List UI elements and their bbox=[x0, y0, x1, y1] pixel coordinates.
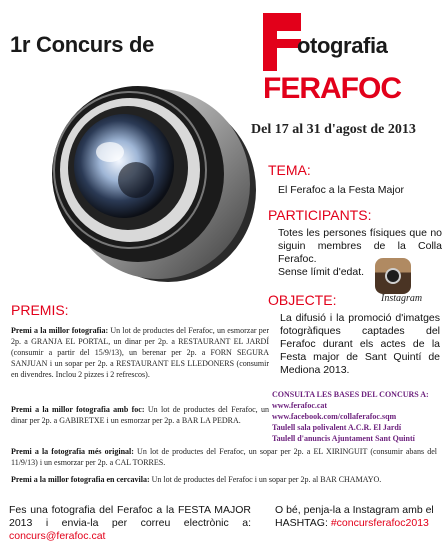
instagram-wordmark: Instagram bbox=[381, 293, 423, 304]
prize-title: Premi a la millor fotografia en cercavila: bbox=[11, 475, 150, 484]
title-prefix: 1r Concurs de bbox=[10, 32, 155, 57]
instagram-instructions bbox=[275, 504, 445, 530]
camera-lens-image bbox=[18, 72, 258, 297]
instagram-instructions-text: O bé, penja-la a Instagram amb el HASHTAG: bbox=[275, 504, 434, 529]
tema-heading: TEMA: bbox=[268, 162, 311, 178]
prize-text: Un lot de productes del Ferafoc, un dinar per 2p. a GABIRETXE i un esmorzar per 2p. a BAR LA PEDRA. bbox=[11, 405, 269, 425]
hashtag: #concursferafoc2013 bbox=[330, 517, 429, 529]
brand-ferafoc: FERAFOC bbox=[263, 72, 401, 105]
event-dates: Del 17 al 31 d'agost de 2013 bbox=[251, 122, 416, 137]
participants-text bbox=[278, 227, 442, 279]
objecte-heading: OBJECTE: bbox=[268, 292, 337, 308]
prize-title: Premi a la millor fotografia amb foc: bbox=[11, 405, 145, 414]
participants-heading: PARTICIPANTS: bbox=[268, 207, 372, 223]
tema-text: El Ferafoc a la Festa Major bbox=[278, 184, 405, 196]
premis-heading: PREMIS: bbox=[11, 302, 69, 318]
prize-item bbox=[11, 325, 269, 380]
prize-title: Premi a la millor fotografia: bbox=[11, 326, 109, 335]
participants-text-age: Sense límit d'edat. bbox=[278, 266, 365, 278]
prize-title: Premi a la fotografia més original: bbox=[11, 447, 134, 456]
prize-text: Un lot de productes del Ferafoc, un esmorzar per 2p. a GRANJA EL PORTAL, un dinar per 2p. a RESTAURANT EL JARDÍ (consumir a partir del 15/9/13), un berenar per 2p. a FORN SEGURA SANJUAN i un sopar per 2p. a RESTAURANT ELS LLEDONERS (consumir en divendres. Inclou 2 pizzes i 2 refrescos). bbox=[11, 326, 270, 379]
prize-item bbox=[11, 474, 437, 485]
email-instructions bbox=[9, 504, 251, 543]
consulta-line-sala: Taulell sala polivalent A.C.R. El Jardí bbox=[272, 423, 402, 432]
email-link[interactable]: concurs@ferafoc.cat bbox=[9, 530, 106, 542]
objecte-text: La difusió i la promoció d'imatges fotogràfiques captades del Ferafoc durant els actes de la Festa major de Sant Quintí de Mediona 2013. bbox=[280, 312, 440, 376]
prize-item bbox=[11, 404, 269, 426]
email-instructions-text: Fes una fotografia del Ferafoc a la FESTA MAJOR 2013 i envia-la per correu electrònic a: bbox=[9, 504, 251, 529]
consulta-link-web[interactable]: www.ferafoc.cat bbox=[272, 401, 328, 410]
instagram-lens-icon bbox=[385, 268, 401, 284]
consulta-line-ajuntament: Taulell d'anuncis Ajuntament Sant Quintí bbox=[272, 434, 415, 443]
title-fotografia: otografia bbox=[297, 33, 388, 58]
consulta-block bbox=[272, 389, 447, 444]
prize-text: Un lot de productes del Ferafoc, un sopar per 2p. a EL XIRINGUIT (consumir abans del 11/9/13) i un esmorzar per 2p. a CAL TORRES. bbox=[11, 447, 437, 467]
consulta-heading: CONSULTA LES BASES DEL CONCURS A: bbox=[272, 390, 429, 399]
prize-item bbox=[11, 446, 437, 468]
participants-text-main: Totes les persones físiques que no siguin membres de la Colla Ferafoc. bbox=[278, 227, 442, 265]
consulta-link-facebook[interactable]: www.facebook.com/collaferafoc.sqm bbox=[272, 412, 397, 421]
prize-text: Un lot de productes del Ferafoc i un sopar per 2p. al BAR CHAMAYO. bbox=[149, 475, 382, 484]
